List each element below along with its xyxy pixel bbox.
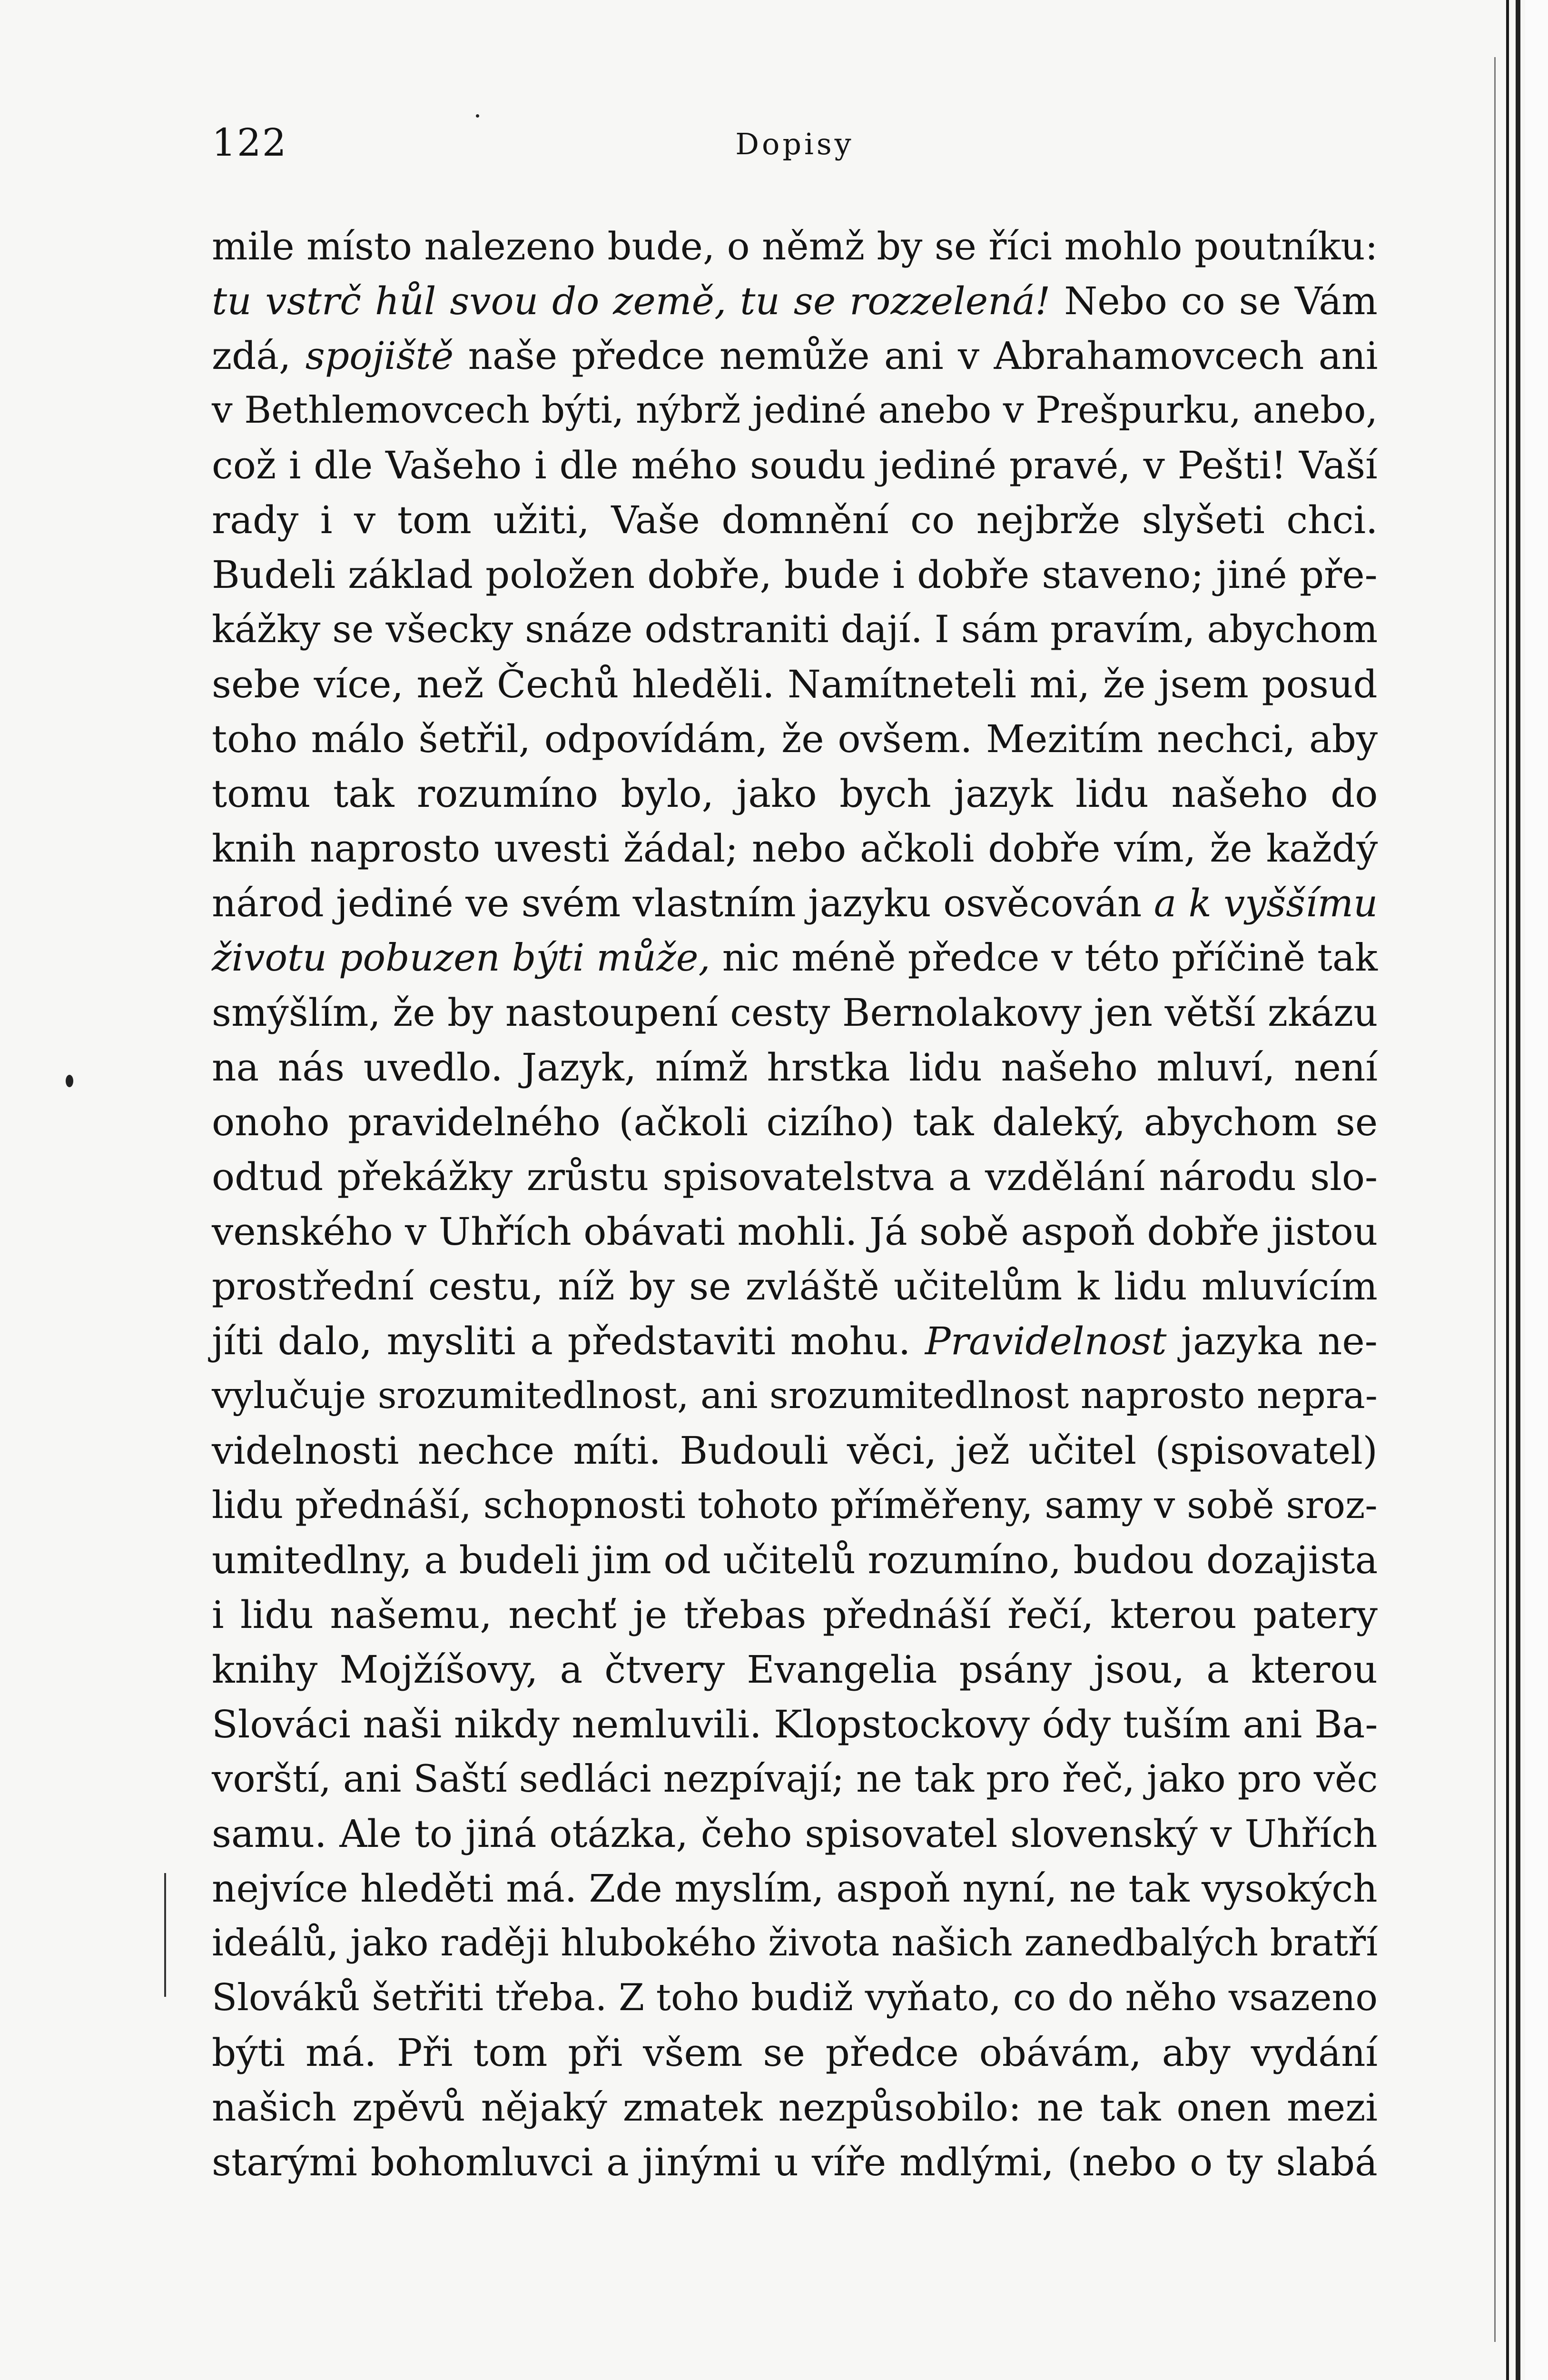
- text-line: [212, 712, 1378, 766]
- text-line: [212, 657, 1378, 712]
- text-line: [212, 1150, 1378, 1204]
- page-header: [212, 114, 1378, 171]
- text-segment: umitedlny, a budeli jim od učitelů rozumíno, budou dozajista: [212, 1538, 1378, 1582]
- text-segment: Slováků šetřiti třeba. Z toho budiž vyňato, co do něho vsazeno: [212, 1976, 1378, 2019]
- text-segment: jíti dalo, mysliti a představiti mohu.: [212, 1319, 925, 1363]
- text-segment: na nás uvedlo. Jazyk, nímž hrstka lidu našeho mluví, není: [212, 1045, 1378, 1090]
- text-line: [212, 1971, 1378, 2025]
- text-line: [212, 2080, 1378, 2135]
- ink-speck: [66, 1075, 73, 1087]
- text-segment: našich zpěvů nějaký zmatek nezpůsobilo: ne tak onen mezi: [212, 2085, 1378, 2130]
- text-line: [212, 493, 1378, 547]
- text-line: [212, 602, 1378, 657]
- text-line: [212, 328, 1378, 383]
- text-line: [212, 1533, 1378, 1587]
- text-line: [212, 547, 1378, 602]
- text-segment: odtud překážky zrůstu spisovatelstva a vzdělání národu slo-: [212, 1155, 1378, 1199]
- text-segment: mile místo nalezeno bude, o němž by se říci mohlo poutníku:: [212, 224, 1378, 268]
- text-segment: knihy Mojžíšovy, a čtvery Evangelia psány jsou, a kterou: [212, 1647, 1378, 1692]
- text-line: [212, 1642, 1378, 1697]
- text-segment: i lidu našemu, nechť je třebas přednáší řečí, kterou patery: [212, 1593, 1378, 1637]
- text-segment: v Bethlemovcech býti, nýbrž jediné anebo v Prešpurku, anebo,: [212, 389, 1378, 432]
- text-line: [212, 274, 1378, 328]
- text-segment: videlnosti nechce míti. Budouli věci, jež učitel (spisovatel): [212, 1428, 1378, 1473]
- italic-text: životu pobuzen býti může,: [212, 936, 710, 980]
- text-line: [212, 2025, 1378, 2080]
- text-segment: naše předce nemůže ani v Abrahamovcech ani: [454, 334, 1378, 378]
- text-line: [212, 1040, 1378, 1095]
- text-segment: tomu tak rozumíno bylo, jako bych jazyk lidu našeho do: [212, 772, 1378, 816]
- text-segment: vorští, ani Saští sedláci nezpívají; ne tak pro řeč, jako pro věc: [212, 1757, 1378, 1801]
- text-line: [212, 1259, 1378, 1314]
- binding-shadow: [1494, 57, 1496, 2342]
- text-segment: kážky se všecky snáze odstraniti dají. I sám pravím, abychom: [212, 607, 1378, 651]
- text-line: [212, 1861, 1378, 1916]
- text-line: [212, 438, 1378, 493]
- italic-text: tu vstrč hůl svou do země, tu se rozzelená!: [212, 279, 1051, 323]
- italic-text: spojiště: [305, 334, 454, 378]
- text-line: [212, 1204, 1378, 1259]
- text-segment: venského v Uhřích obávati mohli. Já sobě aspoň dobře jistou: [212, 1210, 1378, 1254]
- text-segment: rady i v tom užiti, Vaše domnění co nejbrže slyšeti chci.: [212, 498, 1378, 542]
- text-line: [212, 1095, 1378, 1150]
- text-line: [212, 985, 1378, 1040]
- binding-edge-dark: [1516, 0, 1520, 2380]
- text-line: [212, 766, 1378, 821]
- italic-text: a k vyššímu: [1154, 881, 1378, 925]
- text-segment: Slováci naši nikdy nemluvili. Klopstockovy ódy tuším ani Ba-: [212, 1702, 1378, 1746]
- body-text: [212, 219, 1378, 2190]
- text-segment: nic méně předce v této příčině tak: [710, 936, 1378, 980]
- text-line: [212, 876, 1378, 931]
- page-number: 122: [212, 120, 287, 165]
- text-line: [212, 1368, 1378, 1423]
- text-segment: lidu přednáší, schopnosti tohoto příměřeny, samy v sobě sroz-: [212, 1484, 1378, 1527]
- text-line: [212, 219, 1378, 274]
- text-segment: toho málo šetřil, odpovídám, že ovšem. Mezitím nechci, aby: [212, 717, 1378, 761]
- italic-text: Pravidelnost: [925, 1319, 1167, 1363]
- text-line: [212, 1478, 1378, 1533]
- text-line: [212, 1806, 1378, 1861]
- text-line: [212, 1752, 1378, 1806]
- running-head: Dopisy: [735, 127, 854, 161]
- binding-margin: [1525, 0, 1548, 2380]
- text-segment: smýšlím, že by nastoupení cesty Bernolakovy jen větší zkázu: [212, 991, 1378, 1035]
- text-segment: Budeli základ položen dobře, bude i dobře staveno; jiné pře-: [212, 553, 1378, 597]
- text-line: [212, 1423, 1378, 1478]
- binding-edge-line: [1506, 0, 1509, 2380]
- text-segment: vylučuje srozumitedlnost, ani srozumitedlnost naprosto nepra-: [212, 1374, 1378, 1417]
- text-segment: prostřední cestu, níž by se zvláště učitelům k lidu mluvícím: [212, 1264, 1378, 1309]
- text-segment: zdá,: [212, 334, 306, 378]
- text-line: [212, 383, 1378, 438]
- text-segment: starými bohomluvci a jinými u víře mdlými, (nebo o ty slabá: [212, 2140, 1378, 2184]
- text-segment: knih naprosto uvesti žádal; nebo ačkoli dobře vím, že každý: [212, 826, 1378, 871]
- text-segment: onoho pravidelného (ačkoli cizího) tak daleký, abychom se: [212, 1100, 1378, 1144]
- text-segment: býti má. Při tom při všem se předce obávám, aby vydání: [212, 2031, 1378, 2075]
- text-line: [212, 1916, 1378, 1971]
- text-segment: což i dle Vašeho i dle mého soudu jediné pravé, v Pešti! Vaší: [212, 443, 1378, 487]
- text-line: [212, 1697, 1378, 1752]
- text-segment: samu. Ale to jiná otázka, čeho spisovatel slovenský v Uhřích: [212, 1812, 1378, 1856]
- text-line: [212, 2135, 1378, 2190]
- text-segment: nejvíce hleděti má. Zde myslím, aspoň nyní, ne tak vysokých: [212, 1866, 1378, 1911]
- text-line: [212, 821, 1378, 876]
- text-segment: ideálů, jako raději hlubokého života našich zanedbalých bratří: [212, 1922, 1378, 1964]
- text-line: [212, 1587, 1378, 1642]
- margin-line: [164, 1873, 166, 1997]
- text-line: [212, 1314, 1378, 1368]
- text-segment: Nebo co se Vám: [1050, 279, 1378, 323]
- text-segment: jazyka ne-: [1166, 1319, 1378, 1363]
- text-segment: sebe více, než Čechů hleděli. Namítneteli mi, že jsem posud: [212, 662, 1378, 706]
- text-segment: národ jediné ve svém vlastním jazyku osvěcován: [212, 881, 1154, 925]
- text-line: [212, 931, 1378, 985]
